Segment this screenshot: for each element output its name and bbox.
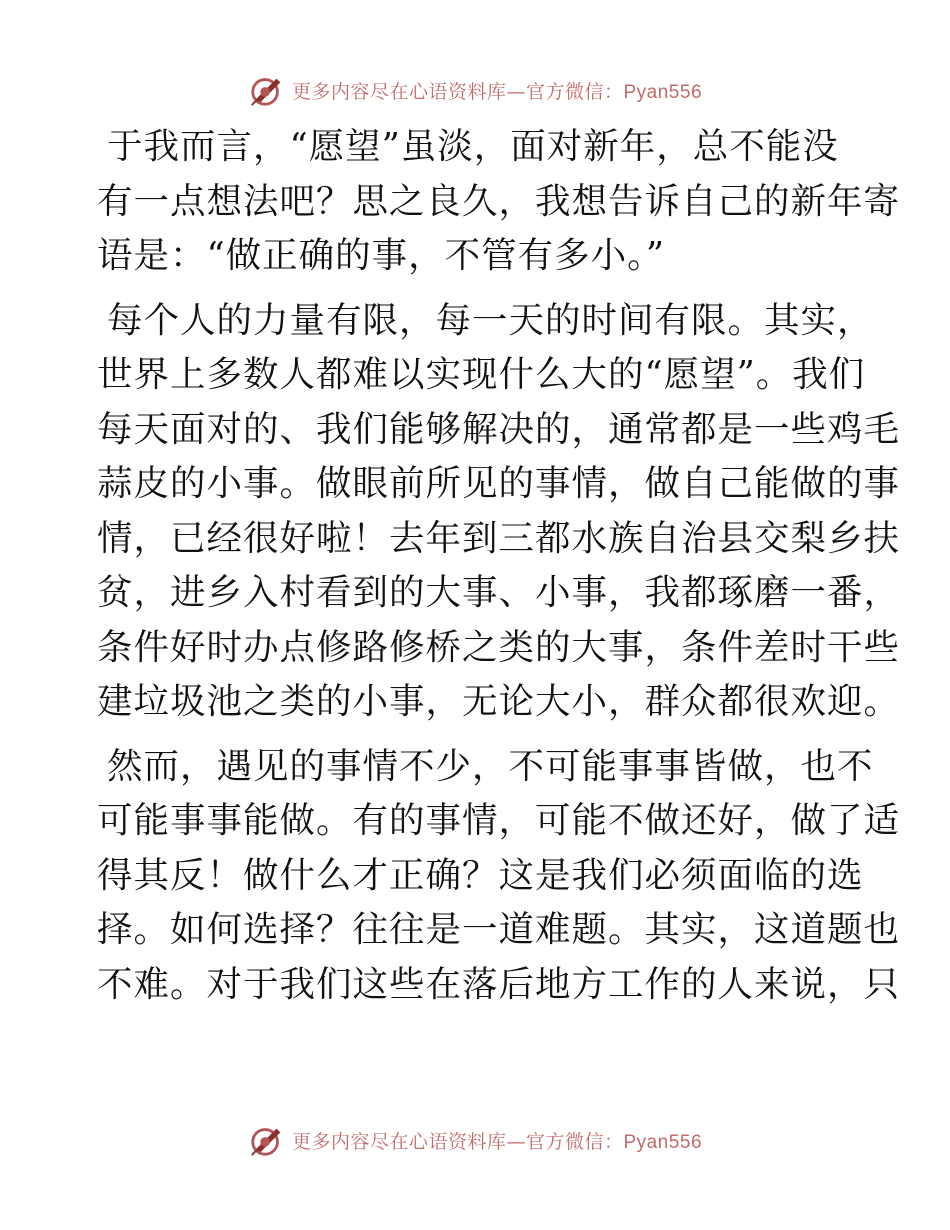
footer-watermark — [0, 1120, 950, 1160]
footer-brand-id: Pyan556 — [623, 1131, 703, 1153]
text-line: 不难。对于我们这些在落后地方工作的人来说，只 — [97, 963, 901, 1005]
paragraph-2 — [97, 294, 901, 730]
text-line: 蒜皮的小事。做眼前所见的事情，做自己能做的事 — [97, 463, 901, 504]
text-line: 每天面对的、我们能够解决的，通常都是一些鸡毛 — [97, 408, 901, 450]
document-body — [97, 120, 901, 1022]
text-line: 语是：“做正确的事，不管有多小。” — [97, 235, 666, 276]
text-line: 条件好时办点修路修桥之类的大事，条件差时干些 — [97, 626, 901, 668]
header-watermark-text — [292, 77, 702, 104]
text-line: 然而，遇见的事情不少，不可能事事皆做，也不 — [107, 745, 874, 787]
paragraph-3 — [97, 740, 901, 1013]
brush-logo-icon — [248, 71, 286, 109]
text-line: 世界上多数人都难以实现什么大的“愿望”。我们 — [97, 354, 866, 395]
text-line: 每个人的力量有限，每一天的时间有限。其实， — [107, 299, 874, 341]
header-brand-text: 更多内容尽在心语资料库—官方微信： — [291, 80, 624, 103]
text-line: 于我而言，“愿望”虽淡，面对新年，总不能没 — [107, 126, 839, 167]
footer-watermark-text — [292, 1127, 702, 1154]
text-line: 建垃圾池之类的小事，无论大小，群众都很欢迎。 — [97, 681, 901, 722]
brush-logo-icon — [248, 1121, 286, 1159]
text-line: 择。如何选择？往往是一道难题。其实，这道题也 — [97, 909, 901, 950]
footer-brand-text: 更多内容尽在心语资料库—官方微信： — [291, 1130, 624, 1153]
text-line: 情，已经很好啦！去年到三都水族自治县交梨乡扶 — [97, 517, 901, 559]
header-watermark — [0, 70, 950, 110]
text-line: 可能事事能做。有的事情，可能不做还好，做了适 — [97, 800, 901, 841]
paragraph-1 — [97, 120, 901, 284]
text-line: 得其反！做什么才正确？这是我们必须面临的选 — [97, 854, 864, 896]
text-line: 贫，进乡入村看到的大事、小事，我都琢磨一番， — [97, 572, 901, 613]
text-line: 有一点想法吧？思之良久，我想告诉自己的新年寄 — [97, 180, 901, 222]
header-brand-id: Pyan556 — [623, 81, 703, 103]
